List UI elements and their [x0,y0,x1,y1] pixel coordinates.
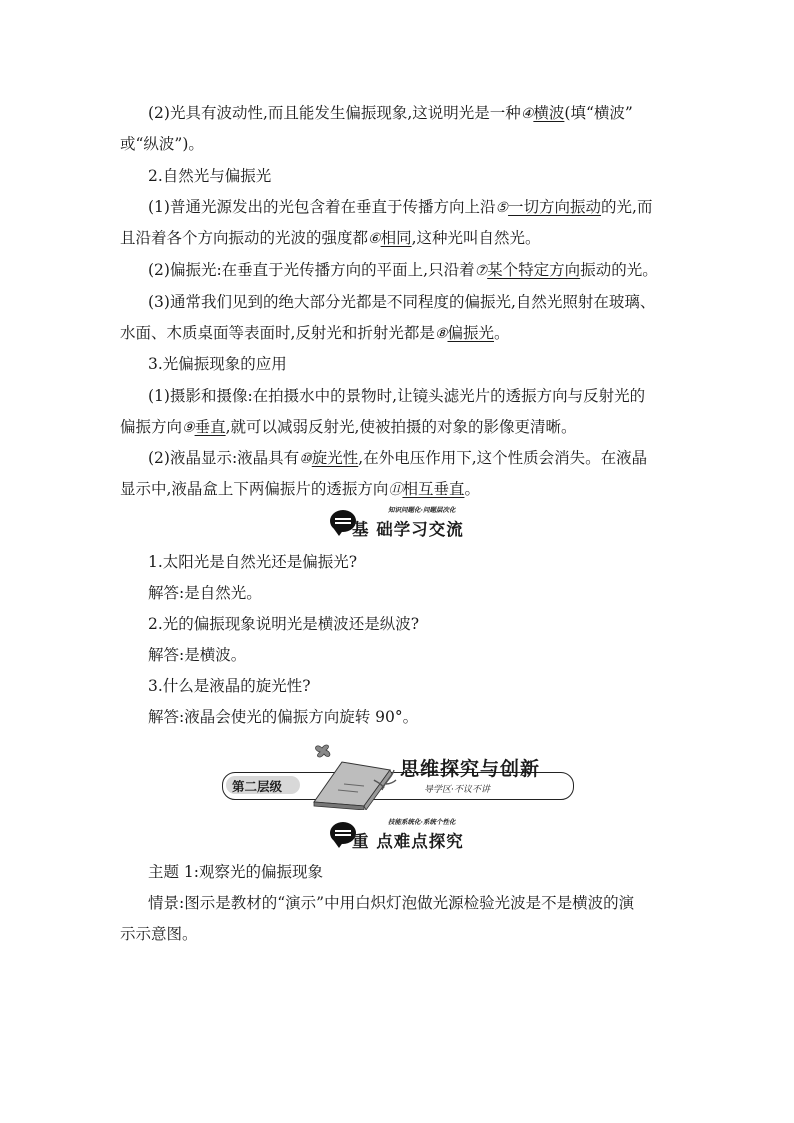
question: 2.光的偏振现象说明光是横波还是纵波? [148,615,420,633]
question: 3.什么是液晶的旋光性? [148,677,311,695]
answer: 解答:是自然光。 [148,584,262,602]
text-line: 或“纵波”)。 [120,135,204,153]
text-line: 且沿着各个方向振动的光波的强度都⑥相同,这种光叫自然光。 [120,229,541,247]
text-line: (2)偏振光:在垂直于光传播方向的平面上,只沿着⑦某个特定方向振动的光。 [148,261,658,279]
level-banner [222,740,572,810]
topic-text: 情景:图示是教材的“演示”中用白炽灯泡做光源检验光波是不是横波的演 [148,894,635,912]
level-title: 思维探究与创新 [400,758,541,780]
section-subtitle: 技能系统化·系统个性化 [388,818,456,826]
section-banner-key [330,820,470,850]
text-line: (1)摄影和摄像:在拍摄水中的景物时,让镜头滤光片的透振方向与反射光的 [148,387,646,405]
answer: 解答:液晶会使光的偏振方向旋转 90°。 [148,708,419,726]
answer: 解答:是横波。 [148,646,247,664]
text-line: (1)普通光源发出的光包含着在垂直于传播方向上沿⑤一切方向振动的光,而 [148,198,653,216]
level-subtitle: 导学区·不议不讲 [424,785,490,795]
topic-text: 示示意图。 [120,925,198,943]
section-banner-basic [330,508,470,538]
question: 1.太阳光是自然光还是偏振光? [148,553,358,571]
text-line: (2)液晶显示:液晶具有⑩旋光性,在外电压作用下,这个性质会消失。在液晶 [148,449,648,467]
section-subtitle: 知识问题化·问题层次化 [388,506,456,514]
topic-title: 主题 1:观察光的偏振现象 [148,863,324,881]
text-line: 偏振方向⑨垂直,就可以减弱反射光,使被拍摄的对象的影像更清晰。 [120,418,577,436]
text-line: 水面、木质桌面等表面时,反射光和折射光都是⑧偏振光。 [120,324,510,342]
text-line: 显示中,液晶盒上下两偏振片的透振方向⑪相互垂直。 [120,480,480,498]
section-heading: 2.自然光与偏振光 [148,167,272,185]
text-line: (3)通常我们见到的绝大部分光都是不同程度的偏振光,自然光照射在玻璃、 [148,293,656,311]
section-title: 基 础学习交流 [352,520,464,539]
section-heading: 3.光偏振现象的应用 [148,355,287,373]
book-butterfly-icon [302,740,402,810]
section-title: 重 点难点探究 [352,832,464,851]
text-line: (2)光具有波动性,而且能发生偏振现象,这说明光是一种④横波(填“横波” [148,104,633,122]
level-label: 第二层级 [232,779,283,794]
